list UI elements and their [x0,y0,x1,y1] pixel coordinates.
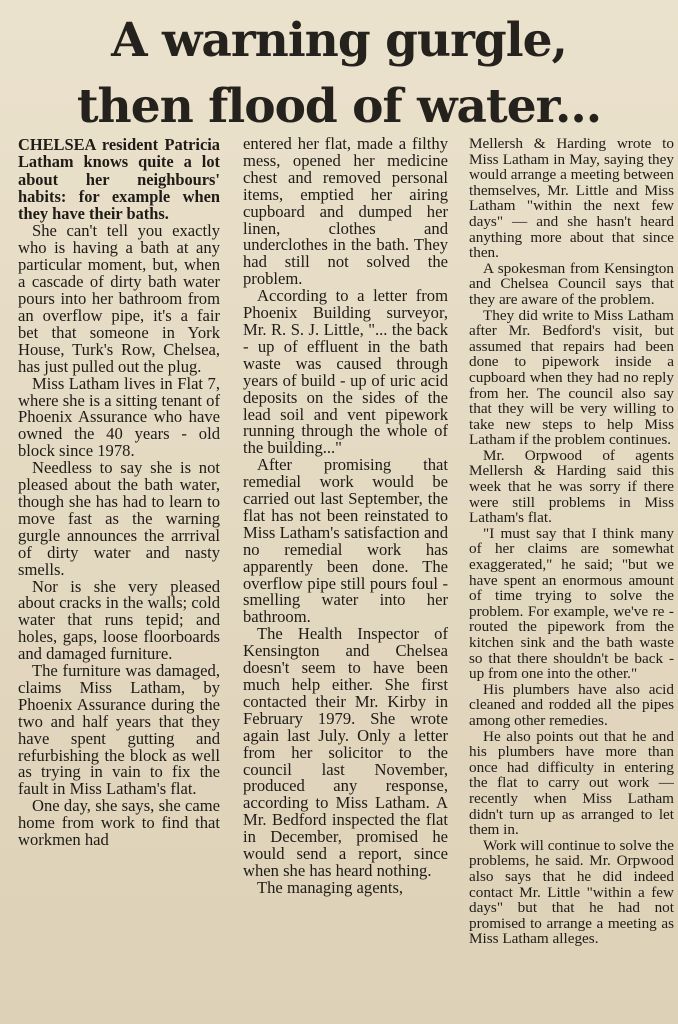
paragraph: One day, she says, she came home from work to find that workmen had [18,796,220,850]
paragraph: Miss Latham lives in Flat 7, where she is a sitting tenant of Phoenix Assurance who have owned the 40 years - old block since 1978. [18,373,220,461]
paragraph: "I must say that I think many of her claims are somewhat exaggerated," he said; "but we have spent an enormous amount of time trying to solve the problem. For example, we've re - routed the pipework from the kitchen sink and the bath waste so that there shouldn't be back - up from one into the other." [469,524,674,683]
lead-paragraph: CHELSEA resident Patricia Latham knows quite a lot about her neighbours' habits: for example when they have their baths. [18,135,220,224]
headline [0,8,678,140]
paragraph: entered her flat, made a filthy mess, opened her medicine chest and removed personal items, emptied her airing cupboard and dumped her linen, clothes and underclothes in the bath. They had still not solved the problem. [243,134,448,289]
paragraph: Needless to say she is not pleased about the bath water, though she has had to learn to move fast as the warning gurgle announces the arrrival of dirty water and nasty smells. [18,458,220,579]
paragraph: Mellersh & Harding wrote to Miss Latham in May, saying they would arrange a meeting between themselves, Mr. Little and Miss Latham "within the next few days" — and she hasn't heard anything more about that since then. [469,135,674,262]
paragraph: The Health Inspector of Kensington and Chelsea doesn't seem to have been much help either. She first contacted their Mr. Kirby in February 1979. She wrote again last July. Only a letter from her solicitor to the council last November, produced any response, according to Miss Latham. A Mr. Bedford inspected the flat in December, promised he would send a report, since when she has heard nothing. [243,624,448,880]
paragraph: After promising that remedial work would be carried out last September, the flat has not been reinstated to Miss Latham's satisfaction and no remedial work has apparently been done. The overflow pipe still pours foul - smelling water into her bathroom. [243,455,448,627]
paragraph: Nor is she very pleased about cracks in the walls; cold water that runs tepid; and holes, gaps, loose floorboards and damaged furniture. [18,576,220,664]
article-column-2 [243,136,448,897]
paragraph: She can't tell you exactly who is having a bath at any particular moment, but, when a cascade of dirty bath water pours into her bathroom from an overflow pipe, it's a fair bet that someone in York House, Turk's Row, Chelsea, has just pulled out the plug. [18,221,220,376]
headline-line-1: A warning gurgle, [111,13,567,68]
paragraph: Work will continue to solve the problems, he said. Mr. Orpwood also says that he did indeed contact Mr. Little "within a few days" but that he had not promised to arrange a meeting as Miss Latham alleges. [469,836,674,948]
paragraph: Mr. Orpwood of agents Mellersh & Harding said this week that he was sorry if there were still problems in Miss Latham's flat. [469,446,674,527]
paragraph: The managing agents, [257,877,404,897]
paragraph: He also points out that he and his plumbers have more than once had difficulty in entering the flat to carry out work — recently when Miss Latham didn't turn up as arranged to let them in. [469,727,674,839]
paragraph: The furniture was damaged, claims Miss Latham, by Phoenix Assurance during the two and half years that they have spent gutting and refurbishing the block as well as trying in vain to fix the fault in Miss Latham's flat. [18,661,220,799]
paragraph: According to a letter from Phoenix Building surveyor, Mr. R. S. J. Little, "... the back - up of effluent in the bath waste was caused through years of build - up of uric acid deposits on the sides of the lead soil and vent pipework running through the whole of the building..." [243,286,448,458]
article-column-3 [469,136,674,947]
paragraph: A spokesman from Kensington and Chelsea Council says that they are aware of the problem. [469,259,674,308]
article-column-1 [18,136,220,849]
paragraph: They did write to Miss Latham after Mr. Bedford's visit, but assumed that repairs had been done to pipework inside a cupboard when they had no reply from her. The council also say that they will be very willing to take new steps to help Miss Latham if the problem continues. [469,306,674,449]
paragraph: His plumbers have also acid cleaned and rodded all the pipes among other remedies. [469,680,674,729]
headline-line-2: then flood of water... [76,79,602,134]
